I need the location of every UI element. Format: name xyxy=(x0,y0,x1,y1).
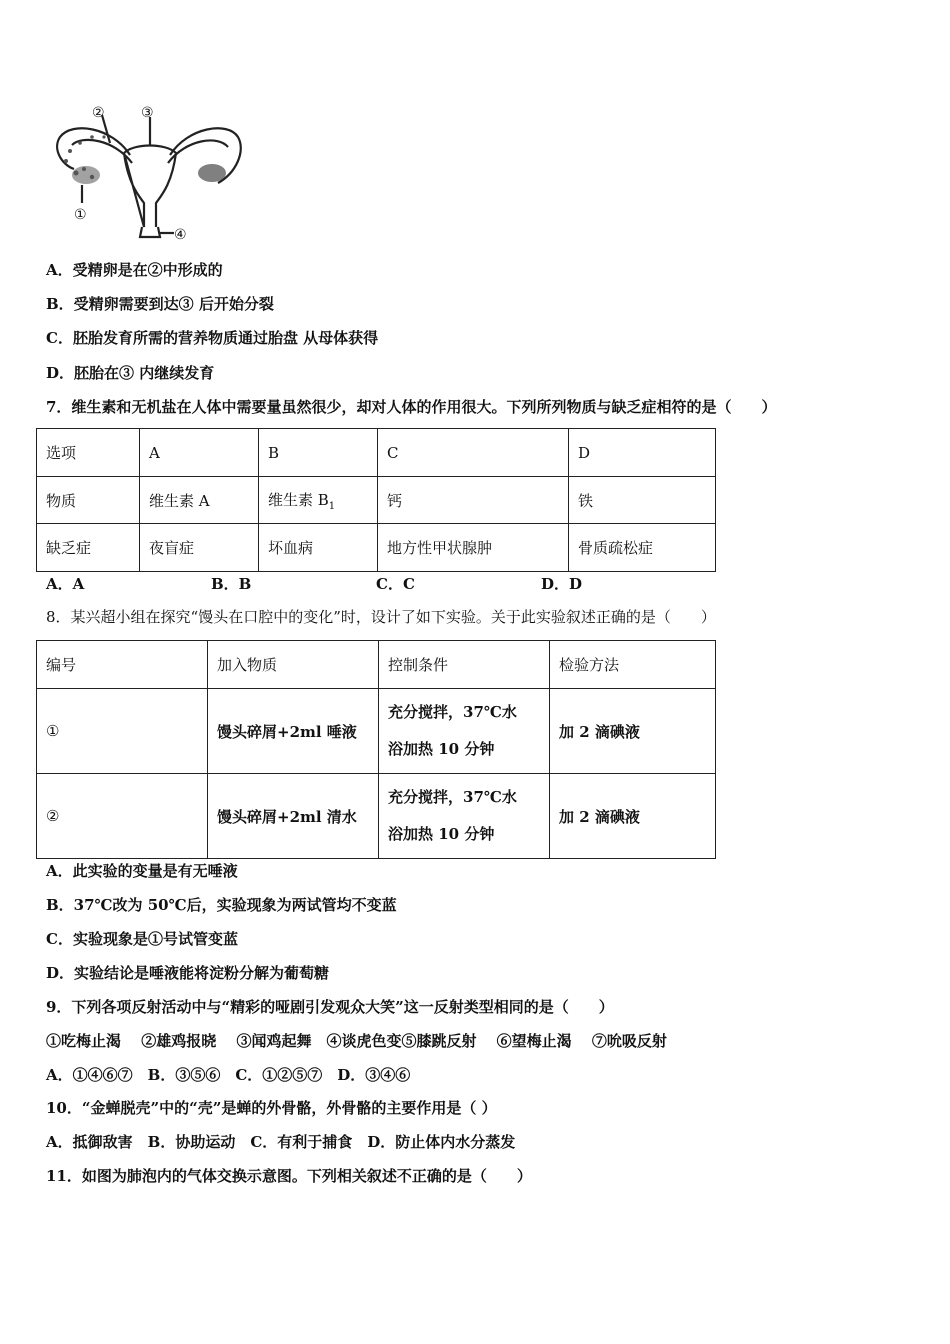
q7-option-a: A．A xyxy=(46,575,85,593)
q6-option-c: C．胚胎发育所需的营养物质通过胎盘 从母体获得 xyxy=(46,329,379,347)
figure-label-1: ① xyxy=(74,207,87,223)
q7-cell: 维生素 A xyxy=(140,477,259,524)
reproductive-system-figure xyxy=(52,103,248,245)
q8-row1-cond2: 浴加热 10 分钟 xyxy=(388,740,495,758)
q10-options: A．抵御敌害 B．协助运动 C．有利于捕食 D．防止体内水分蒸发 xyxy=(46,1133,516,1151)
q8-row1-id: ① xyxy=(37,689,208,774)
q8-stem: 8．某兴超小组在探究“馒头在口腔中的变化”时，设计了如下实验。关于此实验叙述正确的是（ ） xyxy=(46,608,716,626)
figure-label-2: ② xyxy=(92,105,105,121)
q7-cell: 缺乏症 xyxy=(37,524,140,572)
figure-label-4: ④ xyxy=(174,227,187,243)
q7-cell: 骨质疏松症 xyxy=(569,524,716,572)
q7-cell: C xyxy=(378,429,569,477)
q7-table xyxy=(36,428,716,572)
figure-label-3: ③ xyxy=(141,105,154,121)
q8-row1-test: 加 2 滴碘液 xyxy=(550,689,716,774)
q7-cell-text: 维生素 B xyxy=(268,490,329,509)
q7-option-b: B．B xyxy=(211,575,252,593)
q8-option-c: C．实验现象是①号试管变蓝 xyxy=(46,930,238,948)
q10-stem: 10．“金蝉脱壳”中的“壳”是蝉的外骨骼，外骨骼的主要作用是（ ） xyxy=(46,1099,497,1117)
q8-option-d: D．实验结论是唾液能将淀粉分解为葡萄糖 xyxy=(46,964,330,982)
q8-option-a: A．此实验的变量是有无唾液 xyxy=(46,862,238,880)
q7-cell: A xyxy=(140,429,259,477)
q6-option-a: A．受精卵是在②中形成的 xyxy=(46,261,223,279)
q8-row1-material: 馒头碎屑+2ml 唾液 xyxy=(208,689,379,774)
q8-option-b: B．37℃改为 50℃后，实验现象为两试管均不变蓝 xyxy=(46,896,397,914)
q8-row2-condition xyxy=(379,774,550,859)
q7-cell: 夜盲症 xyxy=(140,524,259,572)
q9-items: ①吃梅止渴 ②雄鸡报晓 ③闻鸡起舞 ④谈虎色变⑤膝跳反射 ⑥望梅止渴 ⑦吮吸反射 xyxy=(46,1032,667,1050)
q7-stem: 7．维生素和无机盐在人体中需要量虽然很少，却对人体的作用很大。下列所列物质与缺乏症相符的是（ ） xyxy=(46,398,777,416)
q8-row2-id: ② xyxy=(37,774,208,859)
q7-option-c: C．C xyxy=(376,575,415,593)
q7-cell: 铁 xyxy=(569,477,716,524)
q9-stem: 9．下列各项反射活动中与“精彩的哑剧引发观众大笑”这一反射类型相同的是（ ） xyxy=(46,998,614,1016)
q6-option-d: D．胚胎在③ 内继续发育 xyxy=(46,364,215,382)
q7-cell: 选项 xyxy=(37,429,140,477)
q8-row2-cond1: 充分搅拌，37℃水 xyxy=(388,788,517,806)
q8-row2-cond2: 浴加热 10 分钟 xyxy=(388,825,495,843)
q8-header: 编号 xyxy=(37,641,208,689)
q7-cell: B xyxy=(259,429,378,477)
q11-stem: 11．如图为肺泡内的气体交换示意图。下列相关叙述不正确的是（ ） xyxy=(46,1167,532,1185)
q7-subscript: 1 xyxy=(328,500,336,512)
q8-header: 检验方法 xyxy=(550,641,716,689)
q8-header: 控制条件 xyxy=(379,641,550,689)
q7-cell: 坏血病 xyxy=(259,524,378,572)
q8-row2-material: 馒头碎屑+2ml 清水 xyxy=(208,774,379,859)
q7-options xyxy=(46,573,746,595)
q9-options: A．①④⑥⑦ B．③⑤⑥ C．①②⑤⑦ D．③④⑥ xyxy=(46,1066,411,1084)
q7-cell: 钙 xyxy=(378,477,569,524)
q8-row1-cond1: 充分搅拌，37℃水 xyxy=(388,703,517,721)
q7-cell xyxy=(259,477,378,524)
q7-cell: 地方性甲状腺肿 xyxy=(378,524,569,572)
q7-option-d: D．D xyxy=(541,575,583,593)
q8-row1-condition xyxy=(379,689,550,774)
q7-cell: 物质 xyxy=(37,477,140,524)
q8-header: 加入物质 xyxy=(208,641,379,689)
q8-table xyxy=(36,640,716,859)
q7-cell: D xyxy=(569,429,716,477)
q8-row2-test: 加 2 滴碘液 xyxy=(550,774,716,859)
q6-option-b: B．受精卵需要到达③ 后开始分裂 xyxy=(46,295,274,313)
